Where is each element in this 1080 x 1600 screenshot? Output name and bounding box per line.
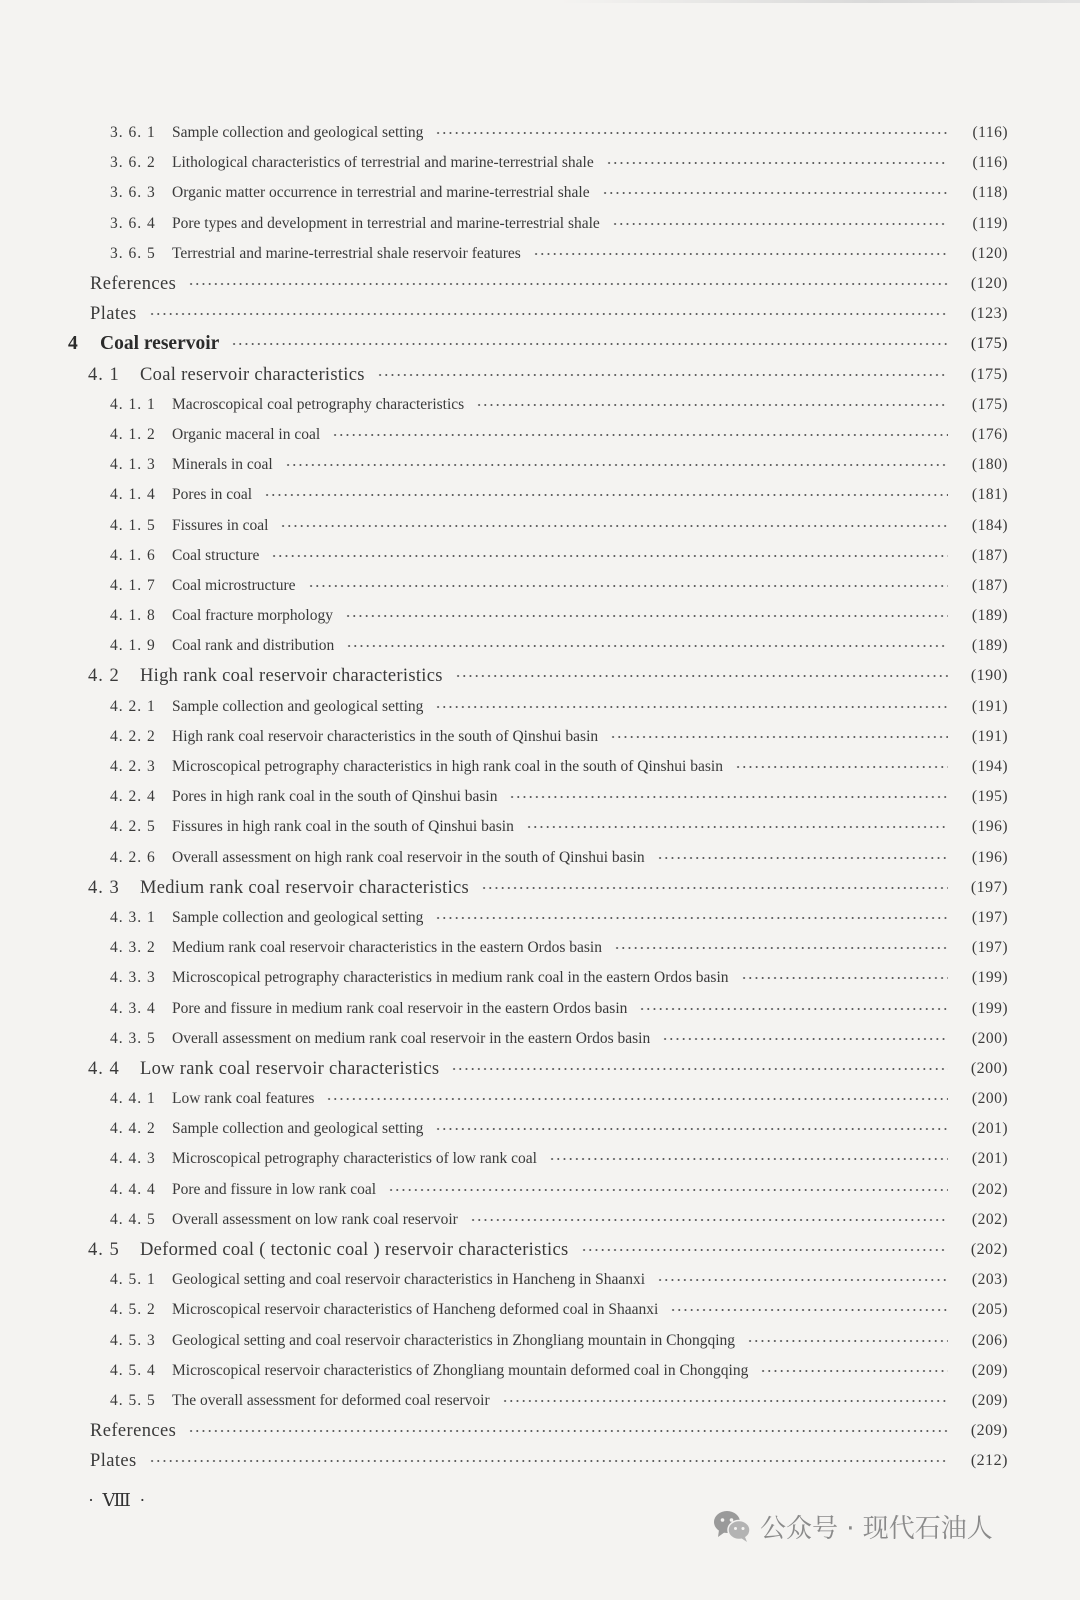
toc-entry <box>0 1024 1080 1054</box>
top-edge-line <box>560 0 1080 3</box>
dot-leader <box>606 158 948 168</box>
toc-entry <box>0 1356 1080 1386</box>
toc-entry <box>0 1084 1080 1114</box>
toc-entry-number: 4. 1. 2 <box>110 426 156 443</box>
toc-entry-page: (120) <box>971 245 1008 262</box>
dot-leader <box>735 762 948 772</box>
dot-leader <box>435 702 948 712</box>
dot-leader <box>271 551 948 561</box>
toc-entry-page: (119) <box>972 215 1008 232</box>
toc-entry-number: 3. 6. 1 <box>110 124 156 141</box>
dot-leader <box>533 249 948 259</box>
toc-entry-page: (195) <box>971 788 1008 805</box>
dot-leader <box>388 1185 948 1195</box>
dot-leader <box>332 430 948 440</box>
toc-entry-number: 4. 1 <box>88 364 120 385</box>
toc-entry-number: 4. 5. 5 <box>110 1392 156 1409</box>
toc-entry-page: (180) <box>971 456 1008 473</box>
toc-entry-title: Coal fracture morphology <box>172 607 333 624</box>
toc-entry-number: 3. 6. 2 <box>110 154 156 171</box>
dot-leader <box>526 822 948 832</box>
toc-entry-page: (187) <box>971 547 1008 564</box>
toc-entry <box>0 571 1080 601</box>
toc-entry <box>0 178 1080 208</box>
toc-entry-page: (202) <box>971 1181 1008 1198</box>
dot-leader <box>149 1456 948 1466</box>
toc-entry-number: 3. 6. 5 <box>110 245 156 262</box>
toc-entry <box>0 1386 1080 1416</box>
toc-entry <box>0 994 1080 1024</box>
toc-entry-title: References <box>90 273 177 294</box>
toc-entry-title: Coal reservoir <box>100 333 220 354</box>
toc-entry-number: 4. 2. 3 <box>110 758 156 775</box>
toc-entry-number: 4. 1. 1 <box>110 396 156 413</box>
toc-entry-title: Geological setting and coal reservoir characteristics in Hancheng in Shaanxi <box>172 1271 646 1288</box>
toc-entry-title: Low rank coal features <box>172 1090 315 1107</box>
toc-entry <box>0 390 1080 420</box>
toc-entry <box>0 511 1080 541</box>
toc-entry <box>0 903 1080 933</box>
toc-entry-title: High rank coal reservoir characteristics <box>140 665 443 686</box>
toc-entry <box>0 329 1080 359</box>
toc-entry <box>0 1235 1080 1265</box>
toc-entry <box>0 450 1080 480</box>
dot-leader <box>639 1004 948 1014</box>
toc-entry-number: 4. 4. 5 <box>110 1211 156 1228</box>
toc-entry-title: Overall assessment on high rank coal reservoir in the south of Qinshui basin <box>172 849 645 866</box>
toc-entry-number: 4. 2. 2 <box>110 728 156 745</box>
toc-entry-title: Overall assessment on low rank coal reservoir <box>172 1211 458 1228</box>
toc-entry-page: (200) <box>970 1060 1008 1077</box>
dot-leader <box>326 1094 948 1104</box>
toc-entry-title: Deformed coal ( tectonic coal ) reservoir characteristics <box>140 1239 569 1260</box>
dot-leader <box>502 1396 948 1406</box>
toc-entry-number: 4 <box>68 333 78 354</box>
toc-entry <box>0 692 1080 722</box>
wechat-icon <box>712 1509 752 1543</box>
toc-entry-page: (120) <box>970 275 1008 292</box>
toc-entry-title: Coal reservoir characteristics <box>140 364 365 385</box>
toc-entry <box>0 360 1080 390</box>
toc-entry-title: Minerals in coal <box>172 456 273 473</box>
dot-leader <box>602 188 948 198</box>
dot-leader <box>188 1426 948 1436</box>
toc-entry-title: Plates <box>90 303 137 324</box>
toc-entry <box>0 1416 1080 1446</box>
dot-leader <box>741 973 948 983</box>
toc-entry-title: Terrestrial and marine-terrestrial shale reservoir features <box>172 245 521 262</box>
toc-entry-number: 4. 2. 1 <box>110 698 156 715</box>
dot-leader <box>264 490 948 500</box>
toc-entry <box>0 1054 1080 1084</box>
toc-entry-number: 4. 3. 1 <box>110 909 156 926</box>
toc-entry-number: 4. 3. 4 <box>110 1000 156 1017</box>
toc-entry-page: (202) <box>970 1241 1008 1258</box>
toc-entry-number: 4. 3. 3 <box>110 969 156 986</box>
toc-entry-page: (205) <box>971 1301 1008 1318</box>
toc-entry <box>0 1205 1080 1235</box>
dot-leader <box>435 128 948 138</box>
toc-entry <box>0 1265 1080 1295</box>
toc-entry-title: Microscopical reservoir characteristics of Hancheng deformed coal in Shaanxi <box>172 1301 659 1318</box>
toc-entry-number: 4. 1. 9 <box>110 637 156 654</box>
watermark <box>712 1506 993 1546</box>
toc-entry-title: Microscopical petrography characteristics of low rank coal <box>172 1150 537 1167</box>
dot-leader <box>509 792 948 802</box>
toc-entry-title: Microscopical reservoir characteristics of Zhongliang mountain deformed coal in Chongqing <box>172 1362 749 1379</box>
toc-entry <box>0 541 1080 571</box>
toc-entry-title: Fissures in coal <box>172 517 269 534</box>
toc-entry-title: Coal rank and distribution <box>172 637 335 654</box>
toc-entry <box>0 118 1080 148</box>
toc-entry-title: Sample collection and geological setting <box>172 698 424 715</box>
toc-entry-number: 4. 1. 5 <box>110 517 156 534</box>
dot-leader <box>231 339 948 349</box>
toc-entry-page: (209) <box>970 1422 1008 1439</box>
dot-leader <box>662 1034 948 1044</box>
toc-entry-number: 4. 4. 4 <box>110 1181 156 1198</box>
toc-entry-page: (197) <box>971 909 1008 926</box>
toc-entry-number: 4. 5. 2 <box>110 1301 156 1318</box>
toc-entry-number: 4. 2. 5 <box>110 818 156 835</box>
toc-entry-page: (191) <box>971 698 1008 715</box>
toc-entry-title: High rank coal reservoir characteristics in the south of Qinshui basin <box>172 728 599 745</box>
toc-entry-title: Geological setting and coal reservoir characteristics in Zhongliang mountain in Chongqing <box>172 1332 736 1349</box>
toc-entry <box>0 1114 1080 1144</box>
toc-entry-page: (201) <box>971 1150 1008 1167</box>
toc-entry <box>0 1144 1080 1174</box>
toc-entry <box>0 148 1080 178</box>
dot-leader <box>149 309 948 319</box>
toc-entry-page: (206) <box>971 1332 1008 1349</box>
toc-entry <box>0 782 1080 812</box>
toc-entry-title: Sample collection and geological setting <box>172 1120 424 1137</box>
toc-entry-number: 4. 2. 4 <box>110 788 156 805</box>
toc-entry <box>0 480 1080 510</box>
toc-entry-title: Plates <box>90 1450 137 1471</box>
toc-entry-title: Overall assessment on medium rank coal reservoir in the eastern Ordos basin <box>172 1030 651 1047</box>
dot-leader <box>614 943 948 953</box>
toc-entry <box>0 239 1080 269</box>
toc-entry <box>0 843 1080 873</box>
toc-entry <box>0 601 1080 631</box>
toc-entry-page: (209) <box>971 1362 1008 1379</box>
dot-leader <box>549 1154 948 1164</box>
toc-entry-page: (201) <box>971 1120 1008 1137</box>
toc-entry-title: Sample collection and geological setting <box>172 124 424 141</box>
watermark-text: 公众号 · 现代石油人 <box>760 1513 993 1544</box>
toc-entry-page: (197) <box>971 939 1008 956</box>
dot-leader <box>188 279 948 289</box>
toc-entry <box>0 873 1080 903</box>
toc-entry-number: 4. 3. 5 <box>110 1030 156 1047</box>
toc-entry <box>0 1446 1080 1476</box>
toc-entry-title: Sample collection and geological setting <box>172 909 424 926</box>
toc-entry-page: (212) <box>970 1452 1008 1469</box>
dot-leader <box>455 671 948 681</box>
toc-entry-number: 3. 6. 3 <box>110 184 156 201</box>
dot-leader <box>481 883 948 893</box>
toc-entry-title: Pore and fissure in medium rank coal reservoir in the eastern Ordos basin <box>172 1000 628 1017</box>
toc-entry-number: 4. 5 <box>88 1239 120 1260</box>
dot-leader <box>760 1366 948 1376</box>
toc-entry-page: (175) <box>971 396 1008 413</box>
toc-entry-page: (199) <box>971 969 1008 986</box>
toc-entry <box>0 661 1080 691</box>
toc-entry-page: (175) <box>970 366 1008 383</box>
toc-entry-number: 3. 6. 4 <box>110 215 156 232</box>
toc-entry-number: 4. 1. 6 <box>110 547 156 564</box>
toc-entry-title: References <box>90 1420 177 1441</box>
toc-entry-page: (189) <box>971 607 1008 624</box>
toc-entry-title: Pore and fissure in low rank coal <box>172 1181 377 1198</box>
toc-entry <box>0 420 1080 450</box>
toc-entry-title: Coal microstructure <box>172 577 296 594</box>
toc-entry <box>0 631 1080 661</box>
toc-entry-title: Pores in coal <box>172 486 253 503</box>
toc-entry <box>0 812 1080 842</box>
toc-entry-page: (209) <box>971 1392 1008 1409</box>
toc-entry <box>0 1295 1080 1325</box>
toc-entry-page: (184) <box>971 517 1008 534</box>
toc-entry-page: (176) <box>971 426 1008 443</box>
dot-leader <box>435 1124 948 1134</box>
dot-leader <box>346 641 948 651</box>
toc-entry-title: Microscopical petrography characteristics in high rank coal in the south of Qinshui basin <box>172 758 723 775</box>
dot-leader <box>670 1305 948 1315</box>
toc-entry-page: (197) <box>970 879 1008 896</box>
toc-entry-number: 4. 5. 1 <box>110 1271 156 1288</box>
toc-entry-number: 4. 5. 3 <box>110 1332 156 1349</box>
toc-entry-number: 4. 3 <box>88 877 120 898</box>
toc-entry-page: (189) <box>971 637 1008 654</box>
dot-leader <box>285 460 948 470</box>
toc-entry-page: (202) <box>971 1211 1008 1228</box>
toc-entry-page: (203) <box>971 1271 1008 1288</box>
toc-entry-number: 4. 1. 7 <box>110 577 156 594</box>
toc-entry-title: Low rank coal reservoir characteristics <box>140 1058 440 1079</box>
toc-entry-title: Medium rank coal reservoir characteristics <box>140 877 470 898</box>
toc-entry <box>0 933 1080 963</box>
toc-entry-title: Medium rank coal reservoir characteristics in the eastern Ordos basin <box>172 939 602 956</box>
toc-entry-page: (196) <box>971 818 1008 835</box>
toc-entry <box>0 963 1080 993</box>
dot-leader <box>280 521 948 531</box>
toc-entry <box>0 1175 1080 1205</box>
toc-entry-page: (196) <box>971 849 1008 866</box>
toc-entry-title: Lithological characteristics of terrestrial and marine-terrestrial shale <box>172 154 594 171</box>
toc-entry-title: Microscopical petrography characteristics in medium rank coal in the eastern Ordos basin <box>172 969 729 986</box>
toc-entry-page: (123) <box>970 305 1008 322</box>
toc-entry-page: (190) <box>970 667 1008 684</box>
toc-entry-title: Organic matter occurrence in terrestrial and marine-terrestrial shale <box>172 184 590 201</box>
toc-entry <box>0 269 1080 299</box>
dot-leader <box>657 1275 948 1285</box>
dot-leader <box>476 400 948 410</box>
dot-leader <box>581 1245 948 1255</box>
toc-entry-page: (200) <box>971 1090 1008 1107</box>
toc-entry-number: 4. 4. 1 <box>110 1090 156 1107</box>
toc-entry-title: Pore types and development in terrestrial and marine-terrestrial shale <box>172 215 600 232</box>
toc-entry-number: 4. 2 <box>88 665 120 686</box>
toc-entry <box>0 299 1080 329</box>
toc-entry <box>0 722 1080 752</box>
toc-entry-number: 4. 5. 4 <box>110 1362 156 1379</box>
dot-leader <box>657 853 948 863</box>
toc-entry-page: (200) <box>971 1030 1008 1047</box>
page-number-footer: · Ⅷ · <box>88 1490 148 1510</box>
toc-entry-page: (194) <box>971 758 1008 775</box>
toc-entry-number: 4. 4 <box>88 1058 120 1079</box>
toc-entry-page: (118) <box>972 184 1008 201</box>
toc-entry-title: Pores in high rank coal in the south of Qinshui basin <box>172 788 498 805</box>
dot-leader <box>612 219 948 229</box>
toc-entry <box>0 209 1080 239</box>
dot-leader <box>470 1215 948 1225</box>
toc-entry-title: Fissures in high rank coal in the south of Qinshui basin <box>172 818 514 835</box>
toc-entry-page: (181) <box>971 486 1008 503</box>
toc-entry-page: (191) <box>971 728 1008 745</box>
dot-leader <box>610 732 948 742</box>
toc-entry-number: 4. 1. 4 <box>110 486 156 503</box>
dot-leader <box>451 1064 948 1074</box>
toc-entry-page: (187) <box>971 577 1008 594</box>
dot-leader <box>435 913 948 923</box>
toc-entry-number: 4. 1. 8 <box>110 607 156 624</box>
toc-entry-page: (199) <box>971 1000 1008 1017</box>
dot-leader <box>377 370 948 380</box>
toc-entry-title: Organic maceral in coal <box>172 426 321 443</box>
toc-entry-page: (116) <box>972 124 1008 141</box>
toc-entry-number: 4. 3. 2 <box>110 939 156 956</box>
toc-entry <box>0 1326 1080 1356</box>
dot-leader <box>345 611 948 621</box>
toc-entry-title: The overall assessment for deformed coal reservoir <box>172 1392 490 1409</box>
toc-entry <box>0 752 1080 782</box>
dot-leader <box>308 581 948 591</box>
toc-entry-number: 4. 1. 3 <box>110 456 156 473</box>
toc-entry-title: Coal structure <box>172 547 260 564</box>
toc-entry-title: Macroscopical coal petrography characteristics <box>172 396 465 413</box>
toc-entry-number: 4. 2. 6 <box>110 849 156 866</box>
toc-entry-page: (175) <box>970 335 1008 352</box>
toc-entry-number: 4. 4. 2 <box>110 1120 156 1137</box>
toc-entry-number: 4. 4. 3 <box>110 1150 156 1167</box>
toc-entry-page: (116) <box>972 154 1008 171</box>
dot-leader <box>747 1336 948 1346</box>
